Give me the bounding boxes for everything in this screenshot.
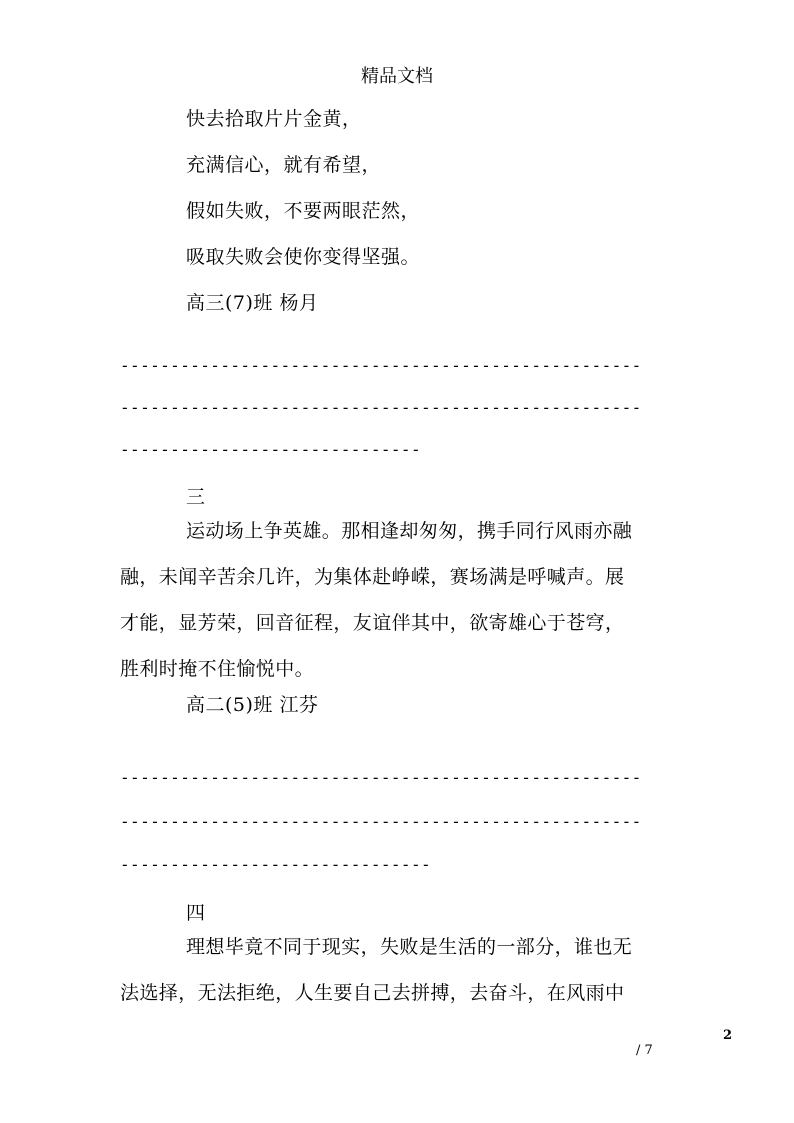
separator-line: ----------------------------------------------------: [120, 398, 642, 417]
paragraph-line: 运动场上争英雄。那相逢却匆匆，携手同行风雨亦融: [186, 520, 633, 542]
poem-line: 假如失败，不要两眼茫然，: [186, 200, 421, 222]
paragraph-line: 理想毕竟不同于现实，失败是生活的一部分，谁也无: [186, 936, 633, 958]
section-number: 四: [186, 902, 206, 924]
separator-line: ----------------------------------------------------: [120, 768, 642, 787]
poem-line: 充满信心，就有希望，: [186, 154, 382, 176]
separator-line: ----------------------------------------------------: [120, 356, 642, 375]
section-number: 三: [186, 486, 206, 508]
separator-line: ----------------------------------------------------: [120, 812, 642, 831]
author-signature: 高三(7)班 杨月: [186, 292, 319, 314]
poem-line: 吸取失败会使你变得坚强。: [186, 246, 421, 268]
paragraph-line: 法选择，无法拒绝，人生要自己去拼搏，去奋斗，在风雨中: [120, 982, 625, 1004]
section-paragraph: [120, 508, 680, 692]
section-paragraph: [120, 924, 680, 1016]
separator-line: ------------------------------: [120, 440, 421, 459]
paragraph-line: 融，未闻辛苦余几许，为集体赴峥嵘，赛场满是呼喊声。展: [120, 566, 625, 588]
separator-line: -------------------------------: [120, 855, 432, 874]
paragraph-line: 才能，显芳荣，回音征程，友谊伴其中，欲寄雄心于苍穹，: [120, 612, 625, 634]
poem-line: 快去拾取片片金黄，: [186, 108, 362, 130]
paragraph-line: 胜利时掩不住愉悦中。: [120, 658, 315, 680]
author-signature: 高二(5)班 江芬: [186, 694, 319, 716]
page-header: 精品文档: [361, 66, 433, 87]
page-number: 2: [723, 1028, 733, 1043]
page-total: / 7: [636, 1043, 653, 1058]
